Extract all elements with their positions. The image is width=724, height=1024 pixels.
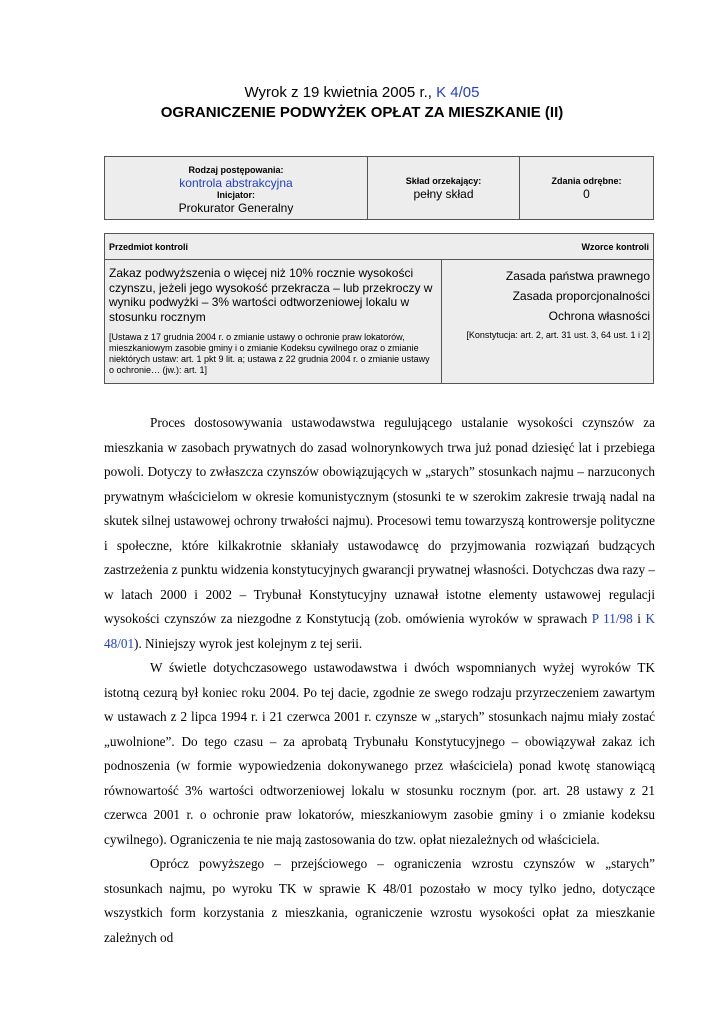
proceeding-cell (105, 157, 368, 219)
paragraph: Oprócz powyższego – przejściowego – ograniczenia wzrostu czynszów w „starych” stosunkach najmu, po wyroku TK w sprawie K 48/01 pozostało w mocy tylko jedno, dotyczące wszystkich form korzystania z mieszkania, ograniczenie wzrostu wysokości opłat za mieszkanie zależnych od (104, 856, 655, 945)
judgment-subtitle: OGRANICZENIE PODWYŻEK OPŁAT ZA MIESZKANIE (II) (160, 104, 564, 121)
dissent-cell (520, 157, 653, 219)
bench-label: Skład orzekający: (405, 176, 482, 186)
case-link-p-11-98[interactable]: P 11/98 (591, 611, 633, 626)
bench-cell (368, 157, 520, 219)
pattern-item: Zasada proporcjonalności (512, 289, 650, 303)
initiator-value: Prokurator Generalny (178, 201, 294, 215)
subject-header: Przedmiot kontroli (109, 241, 189, 252)
initiator-label: Inicjator: (216, 190, 255, 200)
dissent-value: 0 (583, 187, 590, 201)
pattern-item: Zasada państwa prawnego (505, 269, 650, 283)
judgment-title (0, 84, 724, 101)
body-text (104, 411, 655, 950)
control-box (104, 233, 654, 384)
dissent-label: Zdania odrębne: (551, 176, 622, 186)
control-box-header (105, 234, 653, 260)
patterns-cell (442, 260, 653, 383)
subject-act: [Ustawa z 17 grudnia 2004 r. o zmianie ustawy o ochronie praw lokatorów, mieszkaniowym zasobie gminy i o zmianie Kodeksu cywilnego oraz o zmianie niektórych ustaw: art. 1 pkt 9 lit. a; ustawa z 22 grudnia 2004 r. o zmianie ustawy o ochronie… (jw.): art. 1] (109, 332, 430, 375)
judgment-date: Wyrok z 19 kwietnia 2005 r., (244, 84, 437, 101)
case-number-link[interactable]: K 4/05 (436, 84, 480, 101)
pattern-item: Ochrona własności (548, 309, 650, 323)
bench-value: pełny skład (413, 187, 474, 201)
paragraph: W świetle dotychczasowego ustawodawstwa i dwóch wspomnianych wyżej wyroków TK istotną cezurą był koniec roku 2004. Po tej dacie, zgodnie ze swego rodzaju przyrzeczeniem zawartym w ustawach z 2 lipca 1994 r. i 21 czerwca 2001 r. czynsze w „starych” stosunkach najmu miały zostać „uwolnione”. Do tego czasu – za aprobatą Trybunału Konstytucyjnego – obowiązywał zakaz ich podnoszenia (w formie wypowiedzenia dokonywanego przez właściciela) ponad kwotę stanowiącą równowartość 3% wartości odtworzeniowej lokalu w stosunku rocznym (por. art. 28 ustawy z 21 czerwca 2001 r. o ochronie praw lokatorów, mieszkaniowym zasobie gminy i o zmianie kodeksu cywilnego). Ograniczenia te nie mają zastosowania do tzw. opłat niezależnych od właściciela. (104, 660, 655, 847)
patterns-header: Wzorce kontroli (581, 241, 649, 252)
paragraph: Proces dostosowywania ustawodawstwa regulującego ustalanie wysokości czynszów za mieszkania w zasobach prywatnych do zasad wolnorynkowych trwa już ponad dziesięć lat i przebiega powoli. Dotyczy to zwłaszcza czynszów obowiązujących w „starych” stosunkach najmu – narzuconych prywatnym właścicielom w okresie komunistycznym (stosunki te w szerokim zakresie trwają nadal na skutek silnej ustawowej ochrony trwałości najmu). Procesowi temu towarzyszą kontrowersje polityczne i społeczne, które kilkakrotnie skłaniały ustawodawcę do przyjmowania rozwiązań budzących zastrzeżenia z punktu widzenia konstytucyjnych gwarancji prywatnej własności. Dotychczas dwa razy – w latach 2000 i 2002 – Trybunał Konstytucyjny uznawał istotne elementy ustawowej regulacji wysokości czynszów za niezgodne z Konstytucją (zob. omówienia wyroków w sprawach P 11/98 i K 48/01). Niniejszy wyrok jest kolejnym z tej serii. (104, 415, 655, 651)
subject-text: Zakaz podwyższenia o więcej niż 10% rocznie wysokości czynszu, jeżeli jego wysokość przekracza – lub przekroczy w wyniku podwyżki – 3% wartości odtworzeniowej lokalu w stosunku rocznym (109, 266, 433, 324)
control-box-body (105, 260, 653, 383)
patterns-act: [Konstytucja: art. 2, art. 31 ust. 3, 64 ust. 1 i 2] (466, 330, 650, 340)
case-link-k-48-01[interactable]: K 48/01 (104, 611, 655, 651)
proceeding-label: Rodzaj postępowania: (188, 165, 284, 175)
proceeding-type-link[interactable]: kontrola abstrakcyjna (179, 176, 293, 190)
subject-cell (105, 260, 442, 383)
case-info-box (104, 156, 654, 220)
